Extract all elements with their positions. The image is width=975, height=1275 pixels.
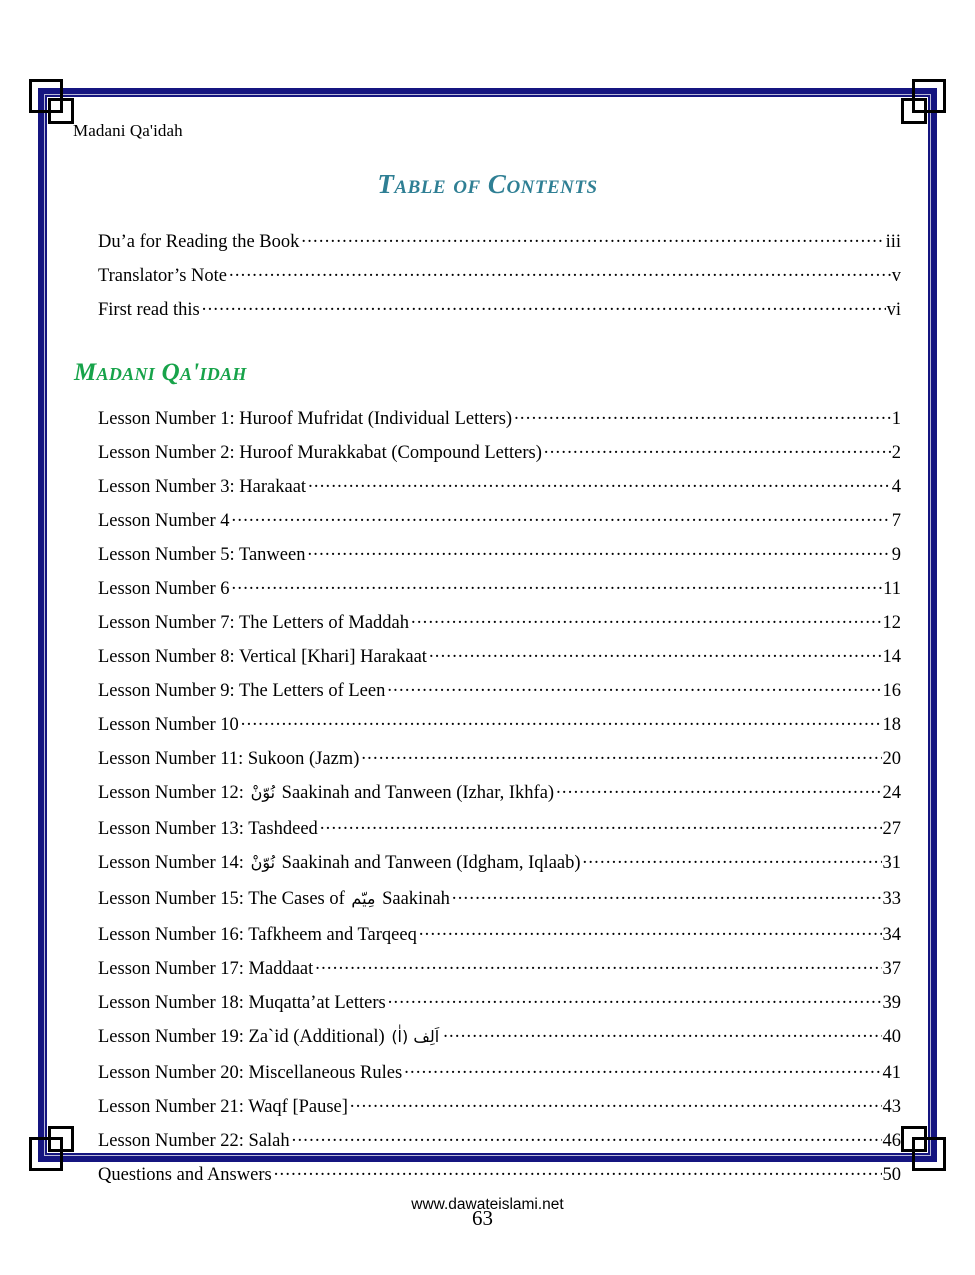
toc-entry-label: Questions and Answers	[98, 1164, 272, 1185]
toc-entry-label: Lesson Number 17: Maddaat	[98, 958, 314, 979]
toc-entry-label: Du’a for Reading the Book	[98, 231, 300, 252]
toc-entry-page-number: 7	[891, 510, 901, 531]
toc-entry-lesson[interactable]	[56, 507, 919, 530]
lesson-list	[56, 405, 919, 1184]
toc-entry-lesson[interactable]	[56, 711, 919, 734]
toc-entry-lesson[interactable]	[56, 405, 919, 428]
dot-leader	[411, 609, 882, 628]
toc-entry-lesson[interactable]	[56, 989, 919, 1012]
dot-leader	[387, 677, 881, 696]
toc-entry-page-number: 2	[891, 442, 901, 463]
toc-entry-page-number: 41	[882, 1062, 901, 1083]
toc-entry-page-number: 18	[882, 714, 901, 735]
dot-leader	[583, 849, 882, 868]
dot-leader	[202, 296, 886, 315]
toc-entry-label: Lesson Number 16: Tafkheem and Tarqeeq	[98, 924, 417, 945]
toc-entry-lesson[interactable]	[56, 575, 919, 598]
dot-leader	[404, 1059, 881, 1078]
toc-entry-page-number: v	[891, 265, 901, 286]
page-number: 63	[472, 1206, 493, 1230]
toc-entry-label: Lesson Number 12: نُوّنْ Saakinah and Tanween (Izhar, Ikhfa)	[98, 782, 555, 803]
toc-entry-page-number: 24	[882, 782, 901, 803]
toc-entry-page-number: iii	[885, 231, 901, 252]
dot-leader	[388, 989, 882, 1008]
dot-leader	[556, 779, 881, 798]
toc-entry-label: Lesson Number 5: Tanween	[98, 544, 306, 565]
toc-entry-page-number: 33	[882, 888, 901, 909]
toc-entry-page-number: 39	[882, 992, 901, 1013]
toc-entry-label: Lesson Number 11: Sukoon (Jazm)	[98, 748, 360, 769]
toc-entry-page-number: 4	[891, 476, 901, 497]
toc-entry-lesson[interactable]	[56, 955, 919, 978]
toc-entry-label: Translator’s Note	[98, 265, 227, 286]
toc-entry-lesson[interactable]	[56, 439, 919, 462]
dot-leader	[320, 815, 882, 834]
toc-entry-label: Lesson Number 9: The Letters of Leen	[98, 680, 386, 701]
toc-entry-label: Lesson Number 8: Vertical [Khari] Harakaat	[98, 646, 427, 667]
toc-entry-label: Lesson Number 10	[98, 714, 239, 735]
toc-entry-label: Lesson Number 6	[98, 578, 230, 599]
toc-entry-lesson[interactable]	[56, 1093, 919, 1116]
toc-entry-lesson[interactable]	[56, 745, 919, 768]
toc-entry-label: Lesson Number 15: The Cases of مِيّم Saakinah	[98, 888, 450, 909]
toc-entry-page-number: 12	[882, 612, 901, 633]
page-title: Table of Contents	[377, 169, 598, 199]
dot-leader	[419, 921, 882, 940]
toc-entry-lesson[interactable]	[56, 541, 919, 564]
toc-entry-page-number: 46	[882, 1130, 901, 1151]
arabic-term: نُوّنْ	[250, 782, 276, 802]
dot-leader	[274, 1161, 882, 1180]
dot-leader	[308, 473, 891, 492]
dot-leader	[443, 1023, 881, 1042]
section-heading: Madani Qa'idah	[74, 359, 247, 386]
toc-entry-page-number: 11	[883, 578, 901, 599]
running-head: Madani Qa'idah	[73, 121, 183, 140]
toc-entry-lesson[interactable]	[56, 849, 919, 872]
toc-entry-lesson[interactable]	[56, 1161, 919, 1184]
toc-entry-lesson[interactable]	[56, 473, 919, 496]
toc-entry-label: Lesson Number 13: Tashdeed	[98, 818, 318, 839]
dot-leader	[514, 405, 891, 424]
toc-entry-lesson[interactable]	[56, 1127, 919, 1150]
toc-entry-page-number: 50	[882, 1164, 901, 1185]
arabic-term: اَلِف (اٰ)	[391, 1026, 440, 1046]
toc-entry-lesson[interactable]	[56, 1059, 919, 1082]
toc-entry-page-number: 37	[882, 958, 901, 979]
dot-leader	[232, 575, 883, 594]
toc-entry-label: Lesson Number 20: Miscellaneous Rules	[98, 1062, 403, 1083]
toc-entry-page-number: vi	[886, 299, 901, 320]
toc-entry-lesson[interactable]	[56, 609, 919, 632]
toc-entry-page-number: 27	[882, 818, 901, 839]
toc-entry-label: Lesson Number 1: Huroof Mufridat (Individual Letters)	[98, 408, 513, 429]
toc-entry-front-matter[interactable]	[56, 262, 919, 285]
dot-leader	[229, 262, 891, 281]
toc-entry-lesson[interactable]	[56, 885, 919, 908]
toc-entry-label: Lesson Number 14: نُوّنْ Saakinah and Tanween (Idgham, Iqlaab)	[98, 852, 581, 873]
arabic-term: نُوّنْ	[250, 852, 276, 872]
toc-entry-label: Lesson Number 3: Harakaat	[98, 476, 307, 497]
toc-entry-label: First read this	[98, 299, 200, 320]
toc-entry-lesson[interactable]	[56, 779, 919, 802]
toc-entry-label: Lesson Number 22: Salah	[98, 1130, 290, 1151]
toc-entry-lesson[interactable]	[56, 921, 919, 944]
dot-leader	[361, 745, 881, 764]
toc-entry-lesson[interactable]	[56, 1023, 919, 1046]
toc-entry-page-number: 14	[882, 646, 901, 667]
toc-entry-page-number: 9	[891, 544, 901, 565]
toc-entry-lesson[interactable]	[56, 815, 919, 838]
dot-leader	[452, 885, 882, 904]
toc-entry-page-number: 34	[882, 924, 901, 945]
dot-leader	[429, 643, 882, 662]
toc-entry-label: Lesson Number 2: Huroof Murakkabat (Compound Letters)	[98, 442, 542, 463]
dot-leader	[232, 507, 891, 526]
dot-leader	[301, 228, 884, 247]
toc-entry-label: Lesson Number 18: Muqatta’at Letters	[98, 992, 386, 1013]
toc-entry-page-number: 43	[882, 1096, 901, 1117]
dot-leader	[315, 955, 881, 974]
dot-leader	[544, 439, 891, 458]
front-matter-list	[56, 228, 919, 319]
toc-entry-label: Lesson Number 21: Waqf [Pause]	[98, 1096, 348, 1117]
toc-entry-front-matter[interactable]	[56, 296, 919, 319]
dot-leader	[241, 711, 882, 730]
toc-entry-front-matter[interactable]	[56, 228, 919, 251]
toc-entry-lesson[interactable]	[56, 677, 919, 700]
toc-entry-page-number: 40	[882, 1026, 901, 1047]
toc-entry-lesson[interactable]	[56, 643, 919, 666]
dot-leader	[292, 1127, 882, 1146]
toc-entry-page-number: 1	[891, 408, 901, 429]
toc-entry-page-number: 20	[882, 748, 901, 769]
dot-leader	[307, 541, 890, 560]
toc-entry-page-number: 16	[882, 680, 901, 701]
dot-leader	[350, 1093, 882, 1112]
toc-entry-label: Lesson Number 19: Za`id (Additional) اَلِف (اٰ)	[98, 1026, 440, 1047]
toc-entry-label: Lesson Number 4	[98, 510, 230, 531]
toc-entry-page-number: 31	[882, 852, 901, 873]
arabic-term: مِيّم	[351, 888, 376, 908]
footer-website-url: www.dawateislami.net	[411, 1196, 564, 1213]
toc-entry-label: Lesson Number 7: The Letters of Maddah	[98, 612, 409, 633]
